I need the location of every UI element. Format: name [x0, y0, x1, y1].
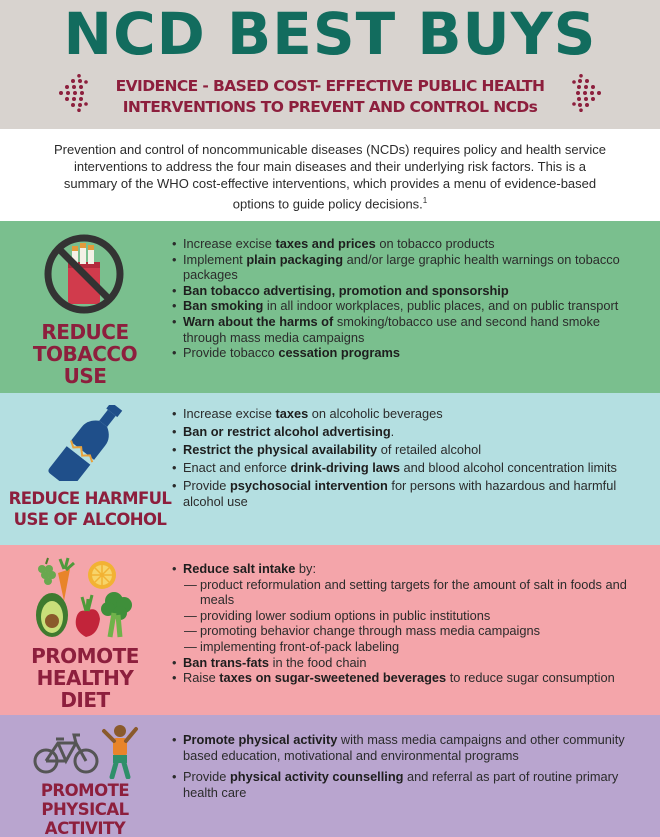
section-label — [18, 645, 152, 711]
bullet-list — [172, 406, 632, 512]
sub-list-item: — promoting behavior change through mass media campaigns — [172, 623, 632, 639]
fruit-vegetables-icon — [34, 555, 134, 643]
label-line: ACTIVITY — [44, 819, 126, 837]
bullet-list — [172, 236, 632, 361]
intro-text: Prevention and control of noncommunicable diseases (NCDs) requires policy and health service interventions to address the four main diseases and their underlying risk factors. This is a summary of the WHO cost-effective interventions, which provides a menu of evidence-based options to guide policy decisions. — [53, 142, 607, 212]
list-item: • Implement plain packaging and/or large graphic health warnings on tobacco packages — [172, 252, 632, 283]
label-line: PROMOTE — [31, 644, 139, 668]
subtitle-line: INTERVENTIONS TO PREVENT AND CONTROL NCDs — [122, 98, 538, 116]
list-item: • Raise taxes on sugar-sweetened beverages to reduce sugar consumption — [172, 670, 632, 686]
label-line: HEALTHY — [36, 666, 134, 690]
chevron-left-icon — [58, 74, 88, 112]
list-item: • Reduce salt intake by: — [172, 561, 632, 577]
list-item: • Provide physical activity counselling and referral as part of routine primary health care — [172, 769, 632, 800]
broken-bottle-icon — [44, 405, 140, 481]
header — [0, 0, 660, 129]
label-line: REDUCE HARMFUL — [8, 489, 172, 508]
section-label — [2, 488, 178, 530]
list-item: • Provide psychosocial intervention for persons with hazardous and harmful alcohol use — [172, 478, 632, 509]
list-item: • Ban trans-fats in the food chain — [172, 655, 632, 671]
list-item: • Ban smoking in all indoor workplaces, public places, and on public transport — [172, 298, 632, 314]
sub-list-item: — providing lower sodium options in public institutions — [172, 608, 632, 624]
no-smoking-icon — [42, 232, 126, 316]
label-line: PHYSICAL — [41, 800, 129, 819]
subtitle-line: EVIDENCE - BASED COST- EFFECTIVE PUBLIC HEALTH — [115, 77, 545, 95]
bullet-list — [172, 732, 632, 806]
chevron-right-icon — [572, 74, 602, 112]
list-item: • Ban or restrict alcohol advertising. — [172, 424, 632, 440]
sub-list-item: — implementing front-of-pack labeling — [172, 639, 632, 655]
page-subtitle — [90, 76, 570, 118]
section-diet — [0, 545, 660, 715]
label-line: USE OF ALCOHOL — [13, 510, 167, 529]
section-tobacco — [0, 221, 660, 393]
section-label — [18, 321, 152, 387]
sub-list-item: — product reformulation and setting targets for the amount of salt in foods and meals — [172, 577, 632, 608]
intro-paragraph — [52, 141, 608, 212]
list-item: • Promote physical activity with mass media campaigns and other community based education, motivational and environmental programs — [172, 732, 632, 763]
label-line: USE — [63, 364, 107, 388]
label-line: PROMOTE — [40, 781, 130, 800]
label-line: REDUCE — [41, 320, 129, 344]
section-activity — [0, 715, 660, 837]
footnote-marker: 1 — [422, 196, 428, 205]
list-item: • Ban tobacco advertising, promotion and sponsorship — [172, 283, 632, 299]
section-alcohol — [0, 393, 660, 545]
bicycle-person-icon — [32, 721, 142, 779]
list-item: • Increase excise taxes on alcoholic beverages — [172, 406, 632, 422]
list-item: • Provide tobacco cessation programs — [172, 345, 632, 361]
list-item: • Increase excise taxes and prices on tobacco products — [172, 236, 632, 252]
section-label — [18, 781, 152, 837]
bullet-list — [172, 561, 632, 686]
page-title: NCD BEST BUYS — [63, 0, 597, 68]
list-item: • Warn about the harms of smoking/tobacco use and second hand smoke through mass media campaigns — [172, 314, 632, 345]
list-item: • Restrict the physical availability of retailed alcohol — [172, 442, 632, 458]
label-line: DIET — [60, 688, 110, 712]
list-item: • Enact and enforce drink-driving laws and blood alcohol concentration limits — [172, 460, 632, 476]
label-line: TOBACCO — [32, 342, 138, 366]
